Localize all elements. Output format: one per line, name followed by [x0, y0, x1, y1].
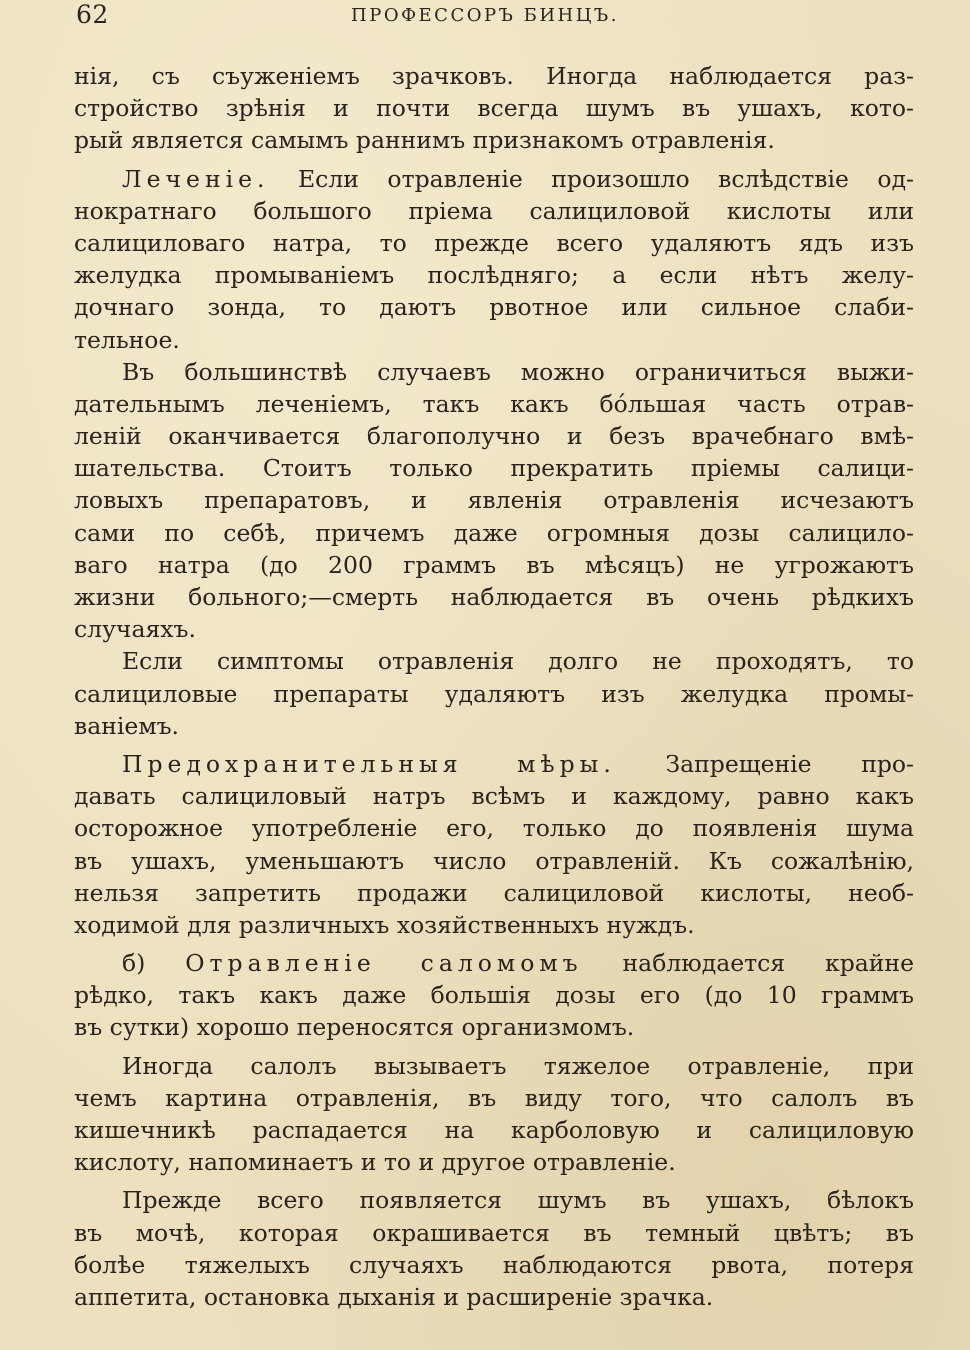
text-line: въ ушахъ, уменьшаютъ число отравленій. Къ сожалѣнію,	[74, 846, 914, 875]
text-line: чемъ картина отравленія, въ виду того, что салолъ въ	[74, 1083, 914, 1112]
text-line: стройство зрѣнія и почти всегда шумъ въ ушахъ, кото-	[74, 94, 914, 123]
text-line	[74, 163, 914, 195]
text-line: ловыхъ препаратовъ, и явленія отравленія исчезаютъ	[74, 486, 914, 515]
text-line: салициловаго натра, то прежде всего удаляютъ ядъ изъ	[74, 228, 914, 257]
text-line: салициловые препараты удаляютъ изъ желудка промы-	[74, 679, 914, 708]
section-heading-prevention: Предохранительныя мѣры.	[122, 749, 616, 778]
text-line: ваніемъ.	[74, 711, 180, 740]
text-line: кишечникѣ распадается на карболовую и салициловую	[74, 1116, 914, 1144]
text-line: сами по себѣ, причемъ даже огромныя дозы салицило-	[74, 518, 914, 547]
text-line: болѣе тяжелыхъ случаяхъ наблюдаются рвота, потеря	[74, 1250, 914, 1279]
section-heading-treatment: Леченіе.	[122, 164, 270, 193]
text-line: давать салициловый натръ всѣмъ и каждому, равно какъ	[74, 782, 914, 811]
text-line: дочнаго зонда, то даютъ рвотное или сильное слаби-	[74, 293, 914, 322]
text-line: нія, съ съуженіемъ зрачковъ. Иногда наблюдается раз-	[74, 62, 914, 90]
text-line: шательства. Стоитъ только прекратить пріемы салици-	[74, 454, 914, 483]
text-line: случаяхъ.	[74, 615, 196, 644]
text-run: Запрещеніе про-	[665, 749, 914, 778]
text-line: тельное.	[74, 325, 180, 354]
text-line: леній оканчивается благополучно и безъ врачебнаго вмѣ-	[74, 422, 914, 451]
text-line: ваго натра (до 200 граммъ въ мѣсяцъ) не угрожаютъ	[74, 550, 914, 579]
text-line: жизни больного;—смерть наблюдается въ очень рѣдкихъ	[74, 583, 914, 611]
text-line: желудка промываніемъ послѣдняго; а если нѣтъ желу-	[74, 261, 914, 290]
text-line	[74, 947, 914, 979]
text-line: осторожное употребленіе его, только до появленія шума	[74, 814, 914, 843]
text-line: Если симптомы отравленія долго не проходятъ, то	[122, 647, 914, 676]
text-line: дательнымъ леченіемъ, такъ какъ бóльшая часть отрав-	[74, 389, 914, 418]
text-line: нельзя запретить продажи салициловой кислоты, необ-	[74, 878, 914, 907]
page-number: 62	[76, 0, 109, 29]
text-line	[74, 748, 914, 780]
text-line: ходимой для различныхъ хозяйственныхъ нуждъ.	[74, 910, 695, 939]
text-line: Прежде всего появляется шумъ въ ушахъ, бѣлокъ	[122, 1186, 914, 1215]
text-run: Если отравленіе произошло вслѣдствіе од-	[298, 164, 914, 193]
text-line: Иногда салолъ вызываетъ тяжелое отравленіе, при	[122, 1051, 914, 1080]
text-line: Въ большинствѣ случаевъ можно ограничиться выжи-	[122, 357, 914, 386]
text-line: въ мочѣ, которая окрашивается въ темный цвѣтъ; въ	[74, 1218, 914, 1247]
text-line: аппетита, остановка дыханія и расширеніе зрачка.	[74, 1282, 714, 1311]
body-text	[74, 60, 914, 1313]
list-marker: б)	[122, 949, 146, 978]
running-title: ПРОФЕССОРЪ БИНЦЪ.	[351, 5, 619, 26]
text-line: рый является самымъ раннимъ признакомъ отравленія.	[74, 126, 775, 155]
section-heading-salol: Отравленіе саломомъ	[185, 949, 583, 978]
text-line: кислоту, напоминаетъ и то и другое отравленіе.	[74, 1148, 676, 1177]
text-run: наблюдается крайне	[622, 949, 914, 978]
text-line: въ сутки) хорошо переносятся организмомъ.	[74, 1013, 635, 1042]
text-line: рѣдко, такъ какъ даже большія дозы его (до 10 граммъ	[74, 981, 914, 1010]
text-line: нократнаго большого пріема салициловой кислоты или	[74, 196, 914, 225]
